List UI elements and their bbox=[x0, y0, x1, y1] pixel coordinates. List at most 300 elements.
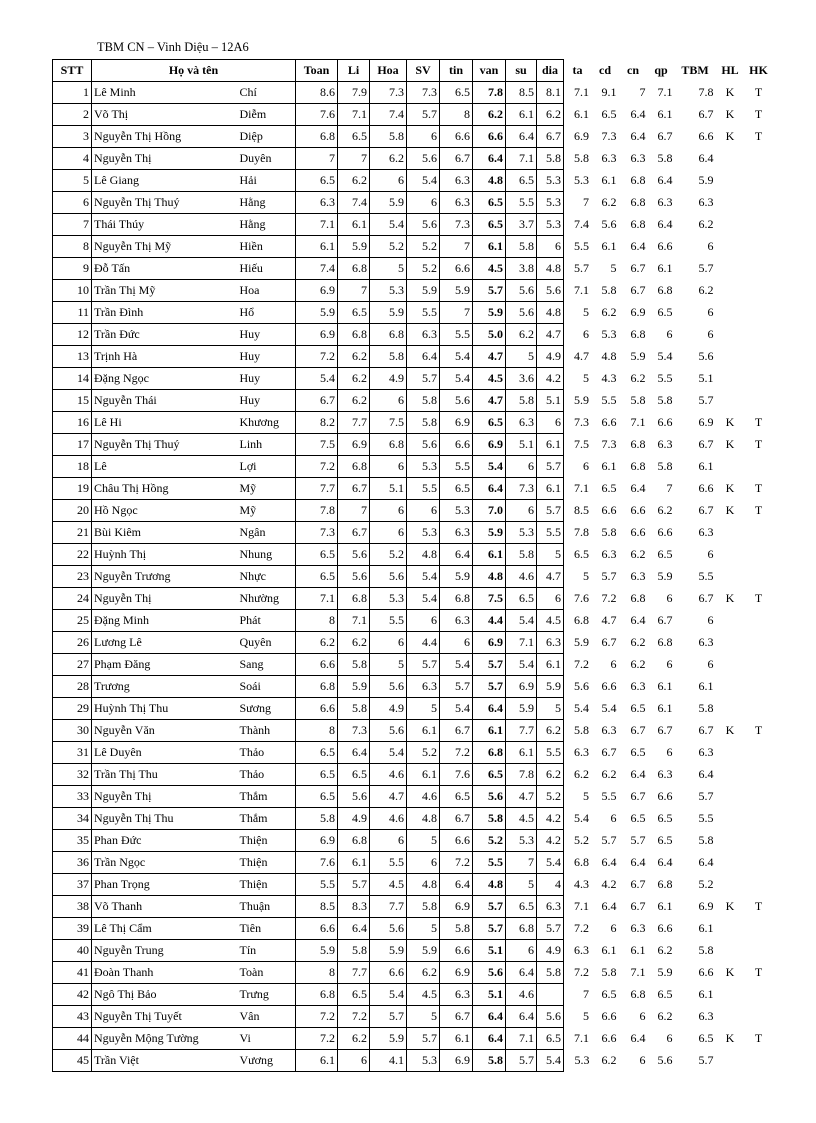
row-number: 40 bbox=[53, 940, 92, 962]
score-cell: 6.8 bbox=[506, 918, 537, 940]
score-cell: 7.2 bbox=[296, 1028, 338, 1050]
hk-cell: T bbox=[754, 107, 763, 121]
score-cell: 7 bbox=[338, 148, 370, 170]
score-cell: 6.4 bbox=[506, 1006, 537, 1028]
score-cell: 6.4 bbox=[601, 899, 617, 913]
score-cell: 7.8 bbox=[574, 525, 589, 539]
student-given-name: Diệp bbox=[236, 126, 296, 148]
score-cell: 6.6 bbox=[601, 503, 617, 517]
score-cell: 4.7 bbox=[370, 786, 407, 808]
score-cell: 4.2 bbox=[601, 877, 617, 891]
grades-body bbox=[53, 82, 773, 1072]
score-cell: 5.6 bbox=[370, 566, 407, 588]
hl-cell: K bbox=[725, 899, 735, 913]
score-cell: 5.7 bbox=[407, 368, 440, 390]
table-row bbox=[53, 456, 773, 478]
score-cell: 6.8 bbox=[296, 126, 338, 148]
score-cell: 5.6 bbox=[440, 390, 473, 412]
score-cell: 5.4 bbox=[601, 701, 617, 715]
hl-cell bbox=[716, 236, 745, 258]
score-cell: 6.8 bbox=[370, 324, 407, 346]
score-cell: 6 bbox=[707, 305, 714, 319]
score-cell: 6.7 bbox=[630, 789, 646, 803]
student-given-name: Nhực bbox=[236, 566, 296, 588]
score-cell: 5.8 bbox=[657, 151, 673, 165]
score-cell: 7.1 bbox=[296, 588, 338, 610]
score-cell: 6.5 bbox=[440, 82, 473, 104]
score-cell: 5.6 bbox=[370, 720, 407, 742]
score-cell: 5.3 bbox=[537, 192, 564, 214]
score-cell: 5.3 bbox=[440, 500, 473, 522]
hl-cell bbox=[716, 654, 745, 676]
hl-cell: K bbox=[725, 437, 735, 451]
score-cell: 4.8 bbox=[473, 874, 506, 896]
score-cell: 7 bbox=[639, 85, 646, 99]
student-surname: Nguyễn Mộng Tường bbox=[92, 1028, 236, 1050]
score-cell: 6.2 bbox=[338, 632, 370, 654]
score-cell: 5 bbox=[583, 569, 589, 583]
score-cell: 6.7 bbox=[440, 720, 473, 742]
score-cell: 5.6 bbox=[370, 676, 407, 698]
score-cell: 6.4 bbox=[657, 855, 673, 869]
hl-cell bbox=[716, 852, 745, 874]
score-cell: 6.1 bbox=[407, 764, 440, 786]
score-cell: 6.3 bbox=[698, 1009, 714, 1023]
score-cell: 5.4 bbox=[537, 1050, 564, 1072]
score-cell: 7.1 bbox=[338, 610, 370, 632]
student-surname: Phan Trọng bbox=[92, 874, 236, 896]
score-cell: 5.7 bbox=[574, 261, 589, 275]
student-given-name: Quyên bbox=[236, 632, 296, 654]
score-cell: 6.3 bbox=[698, 525, 714, 539]
score-cell: 6 bbox=[666, 1031, 673, 1045]
hk-cell bbox=[745, 654, 773, 676]
score-cell: 6.2 bbox=[506, 324, 537, 346]
score-cell: 6.7 bbox=[630, 877, 646, 891]
score-cell: 6.6 bbox=[440, 434, 473, 456]
hl-cell: K bbox=[725, 481, 735, 495]
score-cell: 6.7 bbox=[657, 613, 673, 627]
score-cell: 6.3 bbox=[698, 745, 714, 759]
score-cell: 7.2 bbox=[296, 1006, 338, 1028]
score-cell: 5.9 bbox=[473, 522, 506, 544]
score-cell: 6.4 bbox=[630, 855, 646, 869]
score-cell: 5.6 bbox=[370, 918, 407, 940]
student-surname: Lê Duyên bbox=[92, 742, 236, 764]
table-row bbox=[53, 104, 773, 126]
hk-cell: T bbox=[754, 965, 763, 979]
score-cell: 6.7 bbox=[338, 522, 370, 544]
score-cell: 6.7 bbox=[630, 899, 646, 913]
hl-cell bbox=[716, 610, 745, 632]
score-cell: 5 bbox=[370, 654, 407, 676]
hl-cell bbox=[716, 742, 745, 764]
student-given-name: Toàn bbox=[236, 962, 296, 984]
student-surname: Phan Đức bbox=[92, 830, 236, 852]
score-cell: 5.8 bbox=[537, 148, 564, 170]
score-cell: 5.6 bbox=[574, 679, 589, 693]
student-surname: Nguyễn Thị bbox=[92, 588, 236, 610]
score-cell: 4.2 bbox=[537, 830, 564, 852]
score-cell: 5.8 bbox=[537, 962, 564, 984]
student-given-name: Vân bbox=[236, 1006, 296, 1028]
row-number: 8 bbox=[53, 236, 92, 258]
score-cell: 6.5 bbox=[630, 701, 646, 715]
score-cell: 6.1 bbox=[657, 899, 673, 913]
score-cell: 5.5 bbox=[537, 742, 564, 764]
score-cell: 6 bbox=[707, 239, 714, 253]
score-cell: 5.6 bbox=[338, 544, 370, 566]
score-cell: 6.1 bbox=[657, 679, 673, 693]
hk-cell: T bbox=[754, 723, 763, 737]
student-given-name: Nhường bbox=[236, 588, 296, 610]
row-number: 19 bbox=[53, 478, 92, 500]
hk-cell bbox=[745, 236, 773, 258]
score-cell: 5.9 bbox=[370, 302, 407, 324]
score-cell: 6.7 bbox=[657, 723, 673, 737]
score-cell: 4.5 bbox=[473, 368, 506, 390]
score-cell: 6.2 bbox=[338, 346, 370, 368]
score-cell: 6.4 bbox=[473, 1006, 506, 1028]
score-cell: 5.6 bbox=[601, 217, 617, 231]
score-cell: 3.7 bbox=[506, 214, 537, 236]
student-given-name: Lợi bbox=[236, 456, 296, 478]
row-number: 35 bbox=[53, 830, 92, 852]
score-cell: 6.4 bbox=[698, 855, 714, 869]
score-cell: 7.0 bbox=[473, 500, 506, 522]
score-cell: 5.9 bbox=[338, 236, 370, 258]
score-cell: 6.2 bbox=[601, 767, 617, 781]
score-cell: 4.8 bbox=[537, 302, 564, 324]
hl-cell bbox=[716, 698, 745, 720]
row-number: 43 bbox=[53, 1006, 92, 1028]
student-surname: Trần Thị Mỹ bbox=[92, 280, 236, 302]
score-cell: 6.7 bbox=[440, 808, 473, 830]
row-number: 32 bbox=[53, 764, 92, 786]
score-cell: 6.3 bbox=[630, 569, 646, 583]
column-header-cn: cn bbox=[627, 63, 639, 77]
score-cell: 6.5 bbox=[506, 588, 537, 610]
score-cell: 6.1 bbox=[296, 1050, 338, 1072]
score-cell: 6.5 bbox=[657, 811, 673, 825]
student-surname: Nguyễn Thị Thu bbox=[92, 808, 236, 830]
score-cell: 7.2 bbox=[574, 921, 589, 935]
score-cell: 5.4 bbox=[440, 368, 473, 390]
score-cell: 5.8 bbox=[440, 918, 473, 940]
score-cell: 7.1 bbox=[574, 1031, 589, 1045]
score-cell: 7.1 bbox=[506, 1028, 537, 1050]
score-cell: 7.2 bbox=[574, 965, 589, 979]
student-given-name: Hổ bbox=[236, 302, 296, 324]
score-cell: 5.9 bbox=[506, 698, 537, 720]
hl-cell bbox=[716, 390, 745, 412]
score-cell: 5.1 bbox=[506, 434, 537, 456]
table-row bbox=[53, 390, 773, 412]
score-cell: 6.5 bbox=[657, 987, 673, 1001]
hk-cell bbox=[745, 764, 773, 786]
hl-cell bbox=[716, 632, 745, 654]
score-cell: 5.4 bbox=[440, 654, 473, 676]
row-number: 30 bbox=[53, 720, 92, 742]
hl-cell: K bbox=[725, 415, 735, 429]
hk-cell bbox=[745, 610, 773, 632]
score-cell: 6.1 bbox=[698, 679, 714, 693]
score-cell: 6.8 bbox=[657, 283, 673, 297]
score-cell: 7.1 bbox=[574, 283, 589, 297]
score-cell: 6 bbox=[370, 456, 407, 478]
score-cell: 6.8 bbox=[630, 437, 646, 451]
score-cell: 6.4 bbox=[698, 767, 714, 781]
score-cell: 6.2 bbox=[657, 1009, 673, 1023]
student-surname: Trần Đức bbox=[92, 324, 236, 346]
score-cell: 5.9 bbox=[698, 173, 714, 187]
score-cell: 5.7 bbox=[473, 896, 506, 918]
score-cell: 5.7 bbox=[407, 654, 440, 676]
score-cell: 4.4 bbox=[407, 632, 440, 654]
score-cell: 6.2 bbox=[370, 148, 407, 170]
score-cell: 6.2 bbox=[657, 503, 673, 517]
score-cell: 6.4 bbox=[657, 217, 673, 231]
score-cell: 6.2 bbox=[601, 305, 617, 319]
score-cell: 5 bbox=[610, 261, 617, 275]
score-cell: 5.7 bbox=[473, 280, 506, 302]
student-surname: Trần Ngọc bbox=[92, 852, 236, 874]
score-cell: 6.6 bbox=[698, 481, 714, 495]
score-cell: 6.6 bbox=[440, 830, 473, 852]
hl-cell: K bbox=[725, 129, 735, 143]
score-cell: 6.1 bbox=[657, 261, 673, 275]
score-cell: 6.1 bbox=[601, 239, 617, 253]
row-number: 10 bbox=[53, 280, 92, 302]
column-header-ta: ta bbox=[572, 63, 583, 77]
score-cell: 6.6 bbox=[657, 525, 673, 539]
row-number: 22 bbox=[53, 544, 92, 566]
score-cell: 5.5 bbox=[407, 302, 440, 324]
score-cell: 5.2 bbox=[407, 236, 440, 258]
score-cell: 4.5 bbox=[473, 258, 506, 280]
student-given-name: Sương bbox=[236, 698, 296, 720]
score-cell: 6.8 bbox=[338, 588, 370, 610]
column-header-họ-và-tên: Họ và tên bbox=[92, 60, 296, 82]
row-number: 15 bbox=[53, 390, 92, 412]
score-cell: 7.8 bbox=[296, 500, 338, 522]
table-row bbox=[53, 500, 773, 522]
student-given-name: Vi bbox=[236, 1028, 296, 1050]
student-given-name: Hằng bbox=[236, 214, 296, 236]
hk-cell: T bbox=[754, 899, 763, 913]
score-cell: 6 bbox=[537, 412, 564, 434]
score-cell: 6 bbox=[506, 500, 537, 522]
score-cell: 5 bbox=[583, 789, 589, 803]
hl-cell bbox=[716, 544, 745, 566]
row-number: 12 bbox=[53, 324, 92, 346]
score-cell: 6.7 bbox=[601, 635, 617, 649]
table-row bbox=[53, 830, 773, 852]
score-cell: 6 bbox=[666, 327, 673, 341]
score-cell: 6.5 bbox=[338, 302, 370, 324]
score-cell: 7.2 bbox=[296, 456, 338, 478]
score-cell: 6.5 bbox=[657, 305, 673, 319]
table-row bbox=[53, 346, 773, 368]
hl-cell bbox=[716, 984, 745, 1006]
score-cell: 6 bbox=[407, 500, 440, 522]
student-surname: Nguyễn Thị Mỹ bbox=[92, 236, 236, 258]
score-cell: 6.2 bbox=[601, 1053, 617, 1067]
row-number: 4 bbox=[53, 148, 92, 170]
score-cell: 5.7 bbox=[440, 676, 473, 698]
score-cell: 7.2 bbox=[296, 346, 338, 368]
score-cell: 6.5 bbox=[506, 896, 537, 918]
score-cell: 6.6 bbox=[630, 525, 646, 539]
column-header-qp: qp bbox=[654, 63, 668, 77]
score-cell: 4.3 bbox=[574, 877, 589, 891]
hk-cell bbox=[745, 280, 773, 302]
student-surname: Đặng Minh bbox=[92, 610, 236, 632]
score-cell: 5.8 bbox=[370, 346, 407, 368]
student-given-name: Hoa bbox=[236, 280, 296, 302]
score-cell: 5.6 bbox=[506, 302, 537, 324]
score-cell: 5.5 bbox=[698, 811, 714, 825]
score-cell: 5.2 bbox=[698, 877, 714, 891]
hl-cell: K bbox=[725, 85, 735, 99]
score-cell: 5.4 bbox=[296, 368, 338, 390]
hk-cell: T bbox=[754, 591, 763, 605]
score-cell: 6.7 bbox=[698, 437, 714, 451]
score-cell: 5 bbox=[407, 918, 440, 940]
score-cell: 7.3 bbox=[407, 82, 440, 104]
score-cell: 6.4 bbox=[506, 126, 537, 148]
score-cell: 6 bbox=[440, 632, 473, 654]
score-cell: 6.3 bbox=[574, 943, 589, 957]
row-number: 28 bbox=[53, 676, 92, 698]
score-cell: 6.9 bbox=[506, 676, 537, 698]
table-row bbox=[53, 654, 773, 676]
score-cell: 6.2 bbox=[630, 635, 646, 649]
score-cell: 5 bbox=[583, 1009, 589, 1023]
score-cell: 3.6 bbox=[506, 368, 537, 390]
student-given-name: Hiếu bbox=[236, 258, 296, 280]
score-cell: 6.3 bbox=[601, 547, 617, 561]
column-header-dia: dia bbox=[537, 60, 564, 82]
row-number: 21 bbox=[53, 522, 92, 544]
hk-cell: T bbox=[754, 437, 763, 451]
student-given-name: Tiên bbox=[236, 918, 296, 940]
table-row bbox=[53, 148, 773, 170]
score-cell: 6 bbox=[537, 236, 564, 258]
score-cell: 4.8 bbox=[537, 258, 564, 280]
score-cell: 7.4 bbox=[370, 104, 407, 126]
score-cell: 6.9 bbox=[440, 412, 473, 434]
hk-cell bbox=[745, 258, 773, 280]
score-cell: 5.5 bbox=[440, 456, 473, 478]
score-cell: 5.7 bbox=[506, 1050, 537, 1072]
score-cell: 5.8 bbox=[601, 525, 617, 539]
score-cell: 6.7 bbox=[338, 478, 370, 500]
score-cell: 8.6 bbox=[296, 82, 338, 104]
score-cell: 5.8 bbox=[407, 412, 440, 434]
row-number: 16 bbox=[53, 412, 92, 434]
score-cell: 6.1 bbox=[657, 701, 673, 715]
column-header-hl: HL bbox=[721, 63, 739, 77]
score-cell: 8.2 bbox=[296, 412, 338, 434]
student-surname: Trịnh Hà bbox=[92, 346, 236, 368]
score-cell: 6.8 bbox=[657, 877, 673, 891]
score-cell: 5.8 bbox=[574, 151, 589, 165]
row-number: 31 bbox=[53, 742, 92, 764]
hl-cell bbox=[716, 522, 745, 544]
score-cell: 7.3 bbox=[296, 522, 338, 544]
score-cell: 7.1 bbox=[630, 415, 646, 429]
score-cell: 5.9 bbox=[440, 280, 473, 302]
score-cell: 4.5 bbox=[537, 610, 564, 632]
score-cell: 6.9 bbox=[473, 434, 506, 456]
hk-cell bbox=[745, 302, 773, 324]
score-cell: 5.8 bbox=[630, 393, 646, 407]
document-title: TBM CN – Vinh Diệu – 12A6 bbox=[97, 40, 249, 54]
hl-cell bbox=[716, 786, 745, 808]
score-cell: 5.1 bbox=[370, 478, 407, 500]
table-row bbox=[53, 1028, 773, 1050]
score-cell: 6.5 bbox=[338, 764, 370, 786]
student-given-name: Thắm bbox=[236, 808, 296, 830]
score-cell: 6.2 bbox=[630, 657, 646, 671]
score-cell: 5.8 bbox=[473, 808, 506, 830]
student-surname: Huỳnh Thị bbox=[92, 544, 236, 566]
score-cell: 8.5 bbox=[574, 503, 589, 517]
student-surname: Võ Thanh bbox=[92, 896, 236, 918]
row-number: 1 bbox=[53, 82, 92, 104]
score-cell: 6.5 bbox=[630, 745, 646, 759]
student-given-name: Soái bbox=[236, 676, 296, 698]
score-cell: 7.7 bbox=[296, 478, 338, 500]
score-cell: 7.6 bbox=[574, 591, 589, 605]
score-cell: 5.9 bbox=[370, 192, 407, 214]
hk-cell bbox=[745, 170, 773, 192]
score-cell: 6.3 bbox=[440, 170, 473, 192]
score-cell: 6.3 bbox=[630, 921, 646, 935]
row-number: 39 bbox=[53, 918, 92, 940]
grades-table bbox=[52, 59, 773, 1072]
hk-cell bbox=[745, 1006, 773, 1028]
score-cell: 6.1 bbox=[698, 459, 714, 473]
score-cell: 5.7 bbox=[407, 104, 440, 126]
score-cell: 6.3 bbox=[574, 745, 589, 759]
table-row bbox=[53, 280, 773, 302]
score-cell: 6.9 bbox=[338, 434, 370, 456]
column-header-tbm: TBM bbox=[681, 63, 709, 77]
score-cell: 5.8 bbox=[657, 393, 673, 407]
table-row bbox=[53, 896, 773, 918]
table-row bbox=[53, 82, 773, 104]
score-cell: 7.3 bbox=[506, 478, 537, 500]
score-cell: 6.1 bbox=[574, 107, 589, 121]
score-cell: 6.4 bbox=[473, 478, 506, 500]
score-cell: 5.5 bbox=[574, 239, 589, 253]
score-cell: 4.7 bbox=[537, 324, 564, 346]
hl-cell: K bbox=[725, 723, 735, 737]
column-header-toan: Toan bbox=[296, 60, 338, 82]
table-row bbox=[53, 610, 773, 632]
score-cell: 4.7 bbox=[506, 786, 537, 808]
score-cell: 7.5 bbox=[296, 434, 338, 456]
row-number: 25 bbox=[53, 610, 92, 632]
student-given-name: Hiền bbox=[236, 236, 296, 258]
score-cell: 6.5 bbox=[296, 566, 338, 588]
score-cell: 5.7 bbox=[537, 456, 564, 478]
student-given-name: Hải bbox=[236, 170, 296, 192]
score-cell: 6.4 bbox=[698, 151, 714, 165]
hk-cell bbox=[745, 852, 773, 874]
